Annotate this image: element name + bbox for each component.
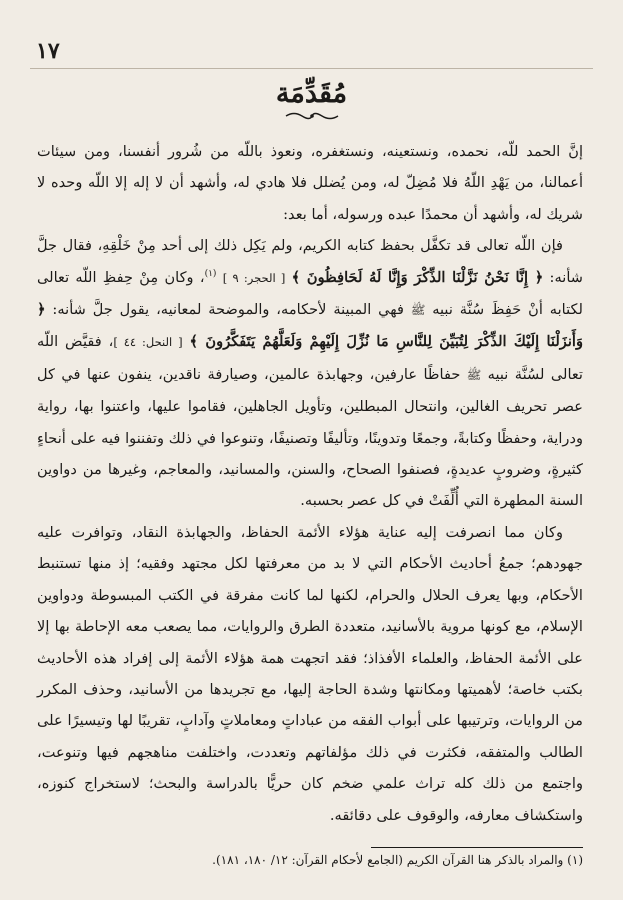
verse-reference: [ النحل: ٤٤ ] [113, 335, 183, 350]
body-text [37, 136, 583, 831]
paragraph-opening: إنَّ الحمد للّه، نحمده، ونستعينه، ونستغفره، ونعوذ باللّه من شُرور أنفسنا، ومن سيئات أعمالنا، من يَهْدِ اللّهُ فلا مُضِلّ له، ومن يُضلل فلا هادي له، وأشهد أن لا إله إلا اللّه وحده لا شريك له، وأشهد أن محمدًا عبده ورسوله، أما بعد: [37, 143, 583, 223]
paragraph-text: فإن اللّه تعالى قد تكفَّل بحفظ كتابه الكريم، ولم يَكِل ذلك إلى أحد مِنْ خَلْقِهِ، فقال جلَّ شأنه: [37, 237, 584, 286]
footnote-rule [371, 847, 583, 848]
title-ornament-icon [284, 111, 340, 121]
footnote-marker: (١) [204, 268, 217, 279]
page-number: ١٧ [36, 38, 60, 64]
paragraph-hadith-collections: وكان مما انصرفت إليه عناية هؤلاء الأئمة الحفاظ، والجهابذة النقاد، وتوافرت عليه جهودهم؛ جمعُ أحاديث الأحكام التي لا بد من معرفتها لكل مجتهد وفقيه؛ إذ منها تستنبط الأحكام، وبها يعرف الحلال والحرام، لكنها لما كانت مفرقة في الكتب المبسوطة ودواوين الإسلام، مع كونها مروية بالأسانيد، متعددة الطرق والروايات، مما يصعب معه الإحاطة بها إلا على الأئمة الحفاظ، والعلماء الأفذاذ؛ فقد اتجهت همة هؤلاء الأئمة إلى إفراد هذه الأحاديث بكتب خاصة؛ لأهميتها ومكانتها وشدة الحاجة إليها، مع تجريدها من الأسانيد، وحذف المكرر من الروايات، وترتيبها على أبواب الفقه من عباداتٍ ومعاملاتٍ وآدابٍ، تقريبًا لها وتيسيرًا على الطالب والمتفقه، فكثرت في ذلك مؤلفاتهم وتعددت، واختلفت مناهجهم فيها وتنوعت، واجتمع من ذلك كله تراث علمي ضخم كان حريًّا بالدراسة والبحث؛ لاستخراج كنوزه، واستكشاف معارفه، والوقوف على دقائقه. [37, 523, 583, 824]
page-title: مُقَدِّمَة [275, 78, 348, 109]
paragraph-text: ، فقيَّض اللّه تعالى لسُنَّة نبيه [37, 333, 583, 383]
paragraph-text: حفاظًا عارفين، وجهابذة عالمين، وصيارفة ناقدين، ينفون عنها في كل عصر تحريف الغالين، وانتحال المبطلين، وتأويل الجاهلين، فقاموا عليها، واعتنوا بها، رواية ودراية، وحفظًا وكتابةً، وجمعًا وتدوينًا، وتأليفًا وتصنيفًا، وتنوعوا في ذلك وتفننوا فيه على أنحاءٍ كثيرةٍ، وضروبٍ عديدةٍ، فصنفوا الصحاح، والسنن، والمسانيد، والمعاجم، وغيرها من دواوين السنة المطهرة التي أُلِّفَتْ في كل عصر بحسبه. [37, 365, 583, 510]
header-rule [30, 68, 593, 69]
quran-verse: ﴿ إِنَّا نَحْنُ نَزَّلْنَا الذِّكْرَ وَإِنَّا لَهُ لَحَافِظُونَ ﴾ [291, 268, 544, 286]
title-block [0, 78, 623, 121]
verse-reference: [ الحجر: ٩ ] [222, 270, 286, 285]
quran-verse: ﴿ وَأَنزَلْنَا إِلَيْكَ الذِّكْرَ لِتُبَيِّنَ لِلنَّاسِ مَا نُزِّلَ إِلَيْهِمْ وَلَعَلَّهُمْ يَتَفَكَّرُونَ ﴾ [37, 301, 583, 351]
paragraph-text: ، وكان مِنْ حِفظِ اللّه تعالى لكتابه أنْ حَفِظَ سُنَّة نبيه [37, 268, 583, 319]
footnote: (١) والمراد بالذكر هنا القرآن الكريم (الجامع لأحكام القرآن: ١٢/ ١٨٠، ١٨١). [212, 853, 583, 867]
paragraph-text: فهي المبينة لأحكامه، والموضحة لمعانيه، يقول جلَّ شأنه: [52, 301, 405, 319]
salutation-glyph: ﷺ [410, 303, 426, 318]
paragraph-preservation [37, 230, 583, 517]
salutation-glyph: ﷺ [466, 367, 482, 382]
